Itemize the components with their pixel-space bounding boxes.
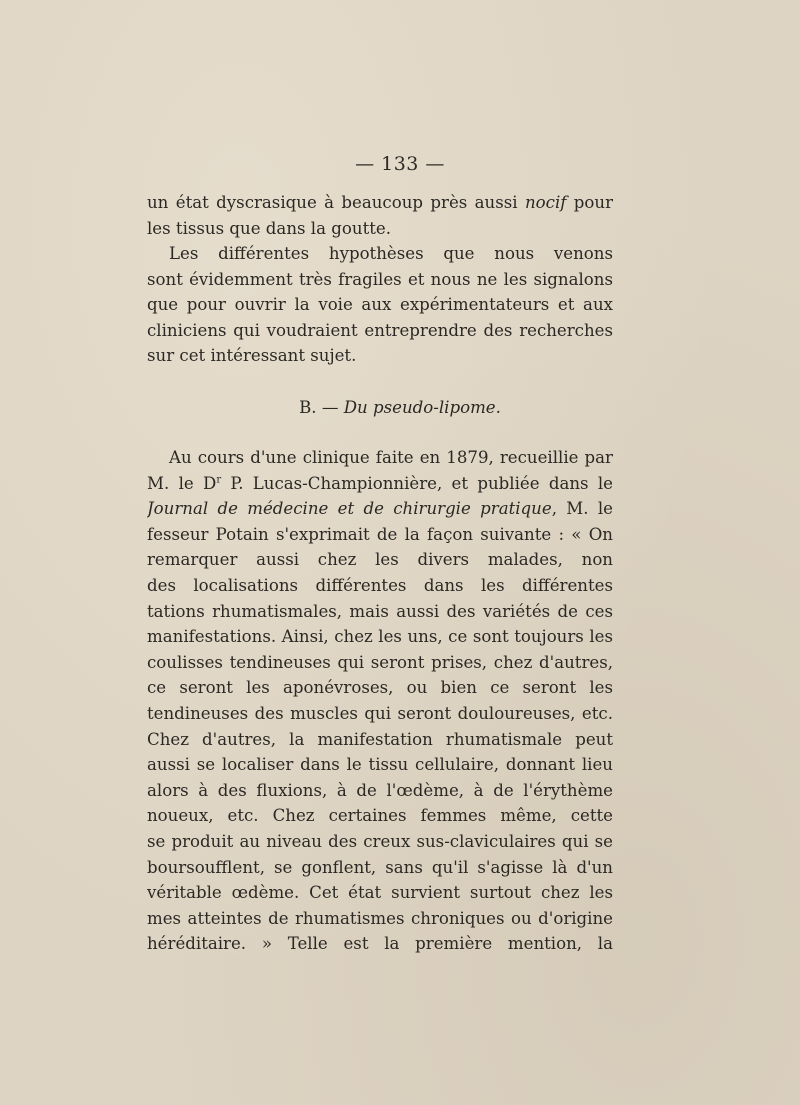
text-line: Chez d'autres, la manifestation rhumatismale peut xyxy=(147,729,613,749)
text-line: des localisations différentes dans les différentes xyxy=(147,575,613,595)
text-line: sont évidemment très fragiles et nous ne les signalons xyxy=(147,269,613,289)
text-line: coulisses tendineuses qui seront prises, chez d'autres, xyxy=(147,652,613,672)
section-heading xyxy=(0,395,800,421)
text-line: véritable œdème. Cet état survient surtout chez les xyxy=(147,883,613,903)
text-line: que pour ouvrir la voie aux expérimentateurs et aux xyxy=(147,295,613,315)
text-line: les tissus que dans la goutte. xyxy=(147,218,392,238)
text-line: mes atteintes de rhumatismes chroniques ou d'origine xyxy=(147,908,613,928)
text-line: boursoufflent, se gonflent, sans qu'il s'agisse là d'un xyxy=(147,857,613,877)
text-line: un état dyscrasique à beaucoup près aussi nocif pour xyxy=(147,193,613,212)
text-line: Les différentes hypothèses que nous venons xyxy=(169,244,613,263)
paragraph-continuation xyxy=(147,190,613,241)
text-line: aussi se localiser dans le tissu cellulaire, donnant lieu xyxy=(147,755,613,775)
paragraph-potain-quote xyxy=(147,445,613,957)
text-line: héréditaire. » Telle est la première mention, la xyxy=(147,934,613,954)
text-line: Au cours d'une clinique faite en 1879, recueillie par xyxy=(169,448,613,467)
text-line: alors à des fluxions, à de l'œdème, à de l'érythème xyxy=(147,780,613,800)
text-line: sur cet intéressant sujet. xyxy=(147,346,357,366)
text-line: Journal de médecine et de chirurgie pratique, M. le xyxy=(147,499,613,519)
section-label: B. — xyxy=(299,398,339,417)
text-line: cliniciens qui voudraient entreprendre des recherches xyxy=(147,320,613,340)
text-line: noueux, etc. Chez certaines femmes même, cette xyxy=(147,806,613,826)
page-number: — 133 — xyxy=(355,153,445,175)
text-line: tations rhumatismales, mais aussi des variétés de ces xyxy=(147,601,613,621)
text-line: remarquer aussi chez les divers malades, non xyxy=(147,550,613,570)
section-title: Du pseudo-lipome. xyxy=(343,398,501,417)
paragraph-hypotheses xyxy=(147,241,613,369)
text-line: fesseur Potain s'exprimait de la façon suivante : « On xyxy=(147,524,613,544)
text-line: ce seront les aponévroses, ou bien ce seront les xyxy=(147,678,613,698)
text-line: M. le $D^r$ P. Lucas-Championnière, et publiée dans le xyxy=(147,473,613,493)
text-line: manifestations. Ainsi, chez les uns, ce sont toujours les xyxy=(147,627,613,647)
text-line: tendineuses des muscles qui seront douloureuses, etc. xyxy=(147,703,613,723)
text-line: se produit au niveau des creux sus-claviculaires qui se xyxy=(147,831,613,851)
